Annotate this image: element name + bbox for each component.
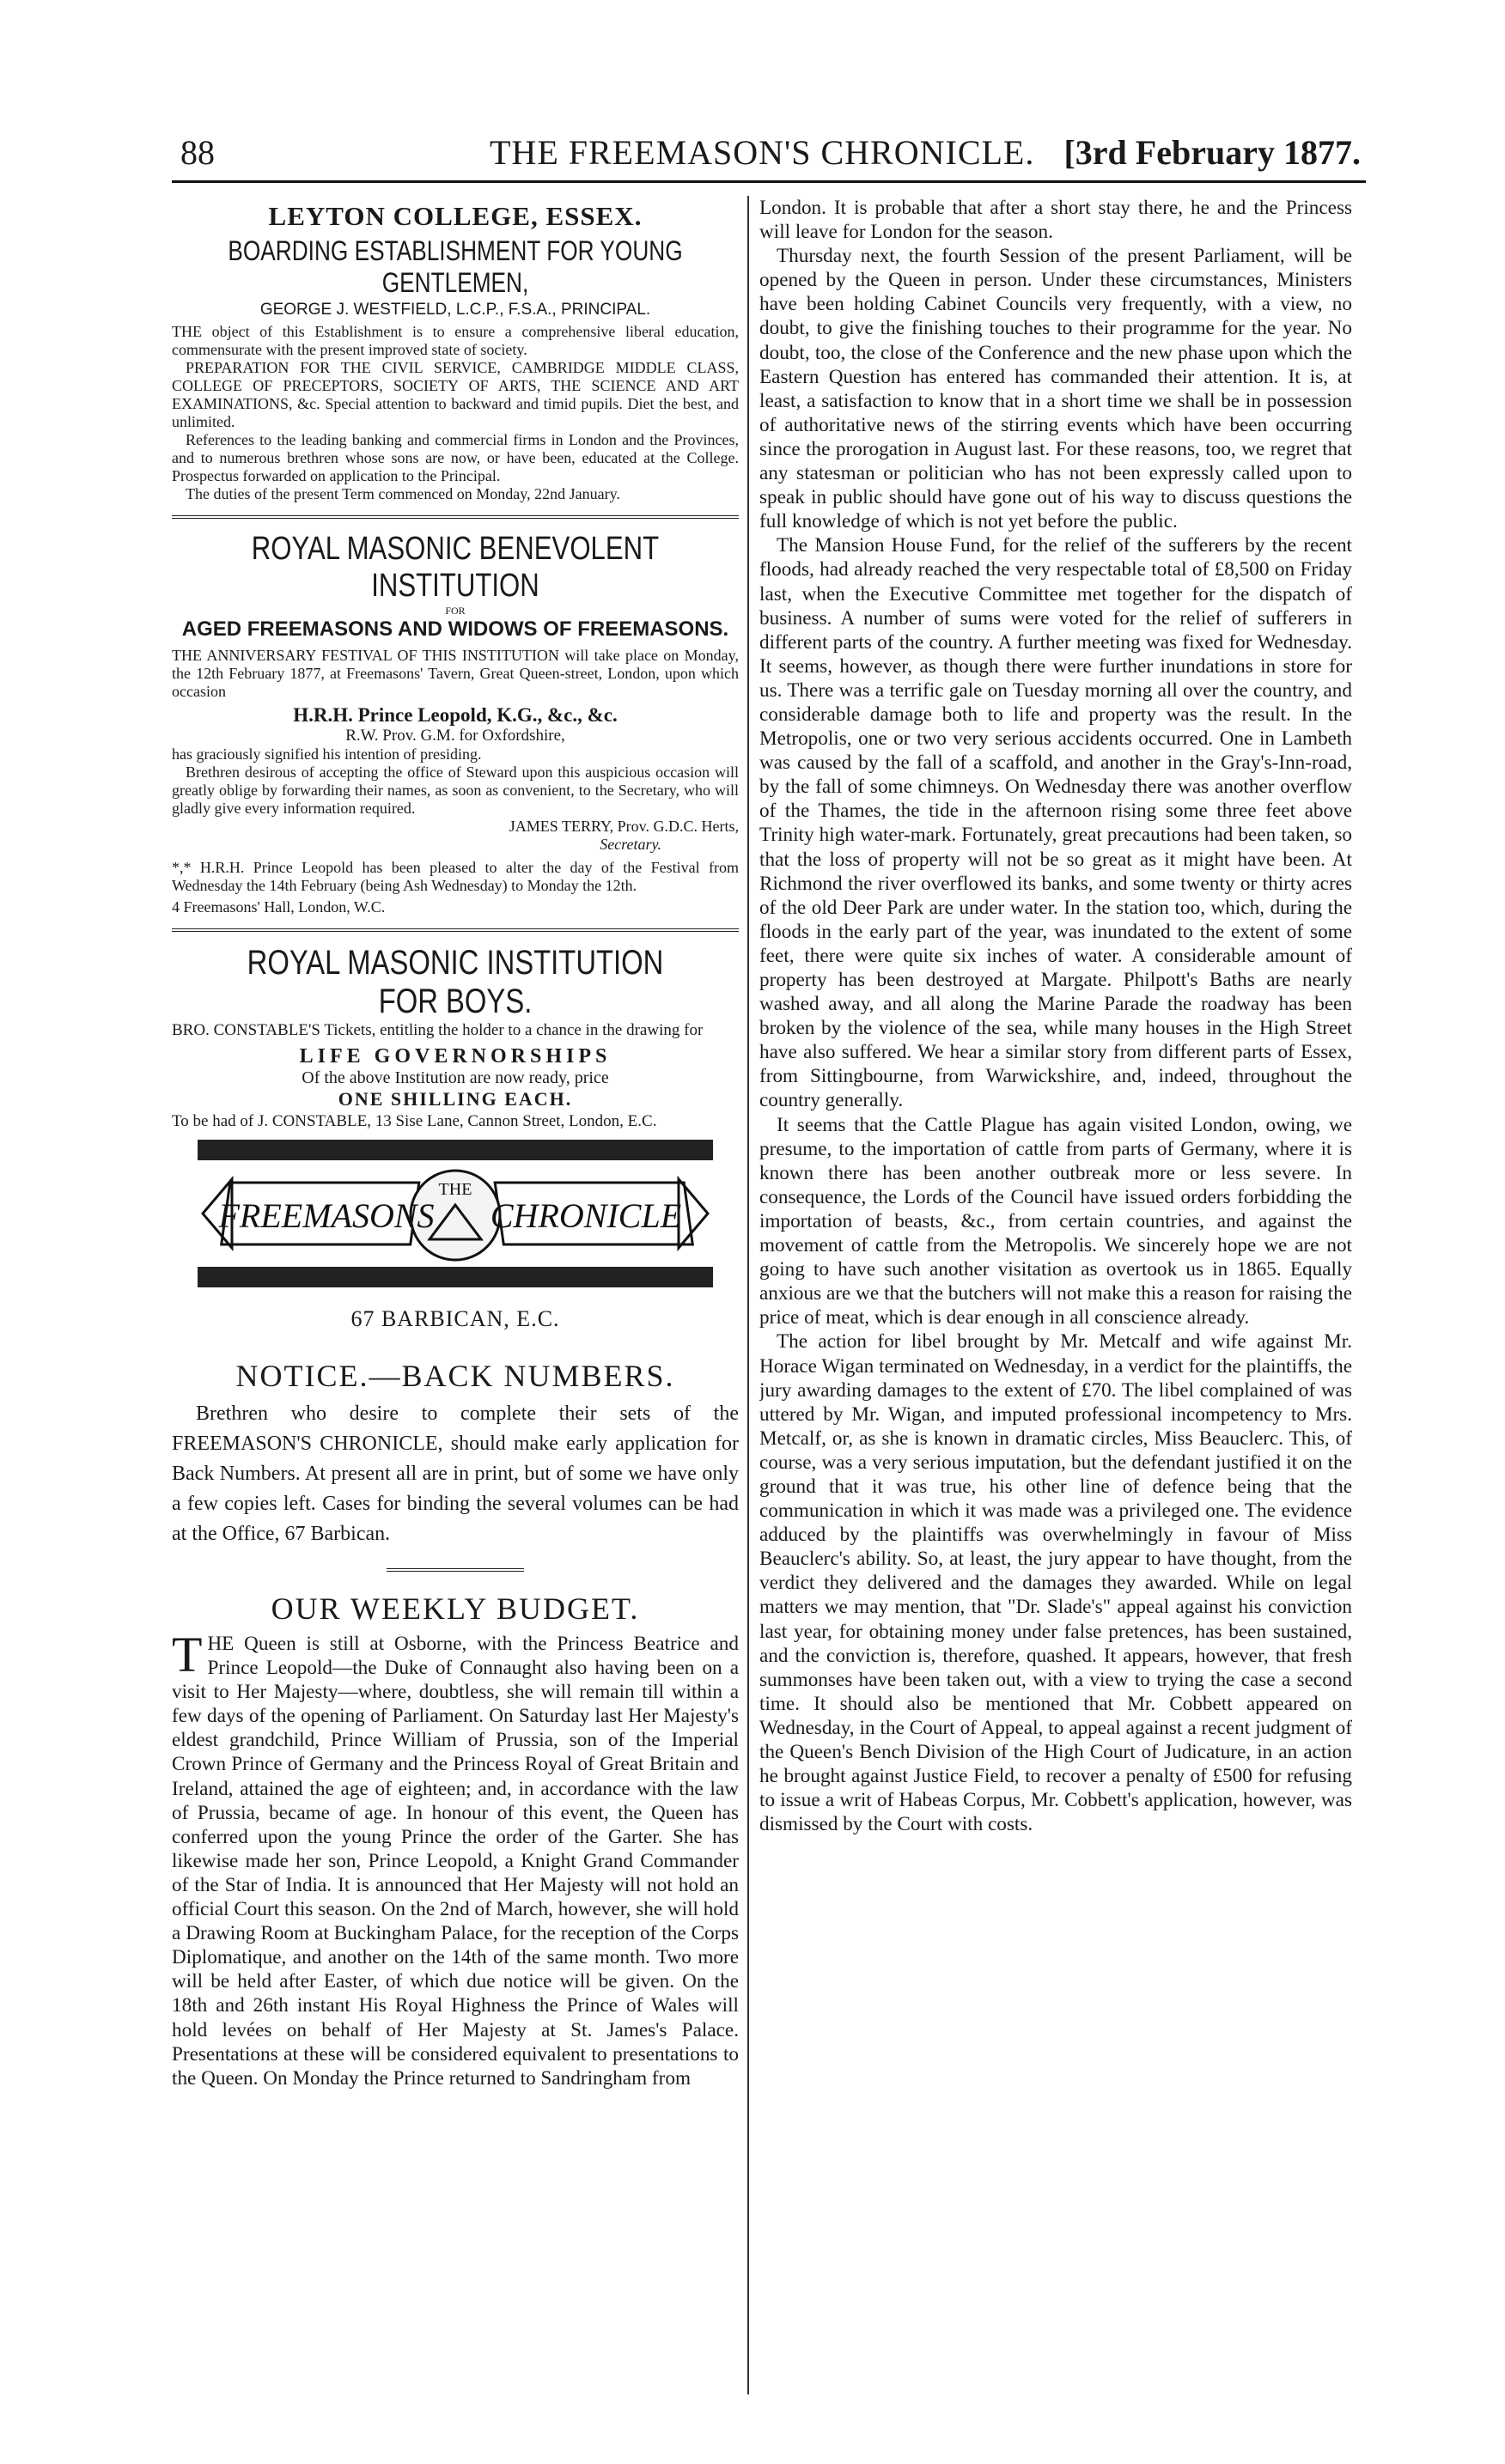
left-column — [172, 196, 739, 2429]
benevolent-prince: H.R.H. Prince Leopold, K.G., &c., &c. — [293, 704, 618, 726]
notice-title: NOTICE.—BACK NUMBERS. — [235, 1359, 675, 1393]
logo-text-top: THE — [438, 1180, 472, 1199]
budget-right-text — [759, 196, 1352, 1836]
section-rule — [387, 1568, 524, 1572]
budget-left-body: HE Queen is still at Osborne, with the Princess Beatrice and Prince Leopold—the Duke of Connaught also having been on a visit to Her Majesty—where, doubtless, she will remain till within a few days of the opening of Parliament. On Saturday last Her Majesty's eldest grandchild, Prince William of Prussia, son of the Imperial Crown Prince of Germany and the Princess Royal of Great Britain and Ireland, attained the age of eighteen; and, in accordance with the law of Prussia, became of age. In honour of this event, the Queen has conferred upon the young Prince the order of the Garter. She has likewise made her son, Prince Leopold, a Knight Grand Commander of the Star of India. It is announced that Her Majesty will not hold an official Court this season. On the 2nd of March, however, she will hold a Drawing Room at Buckingham Palace, for the reception of the Corps Diplomatique, and another on the 14th of the same month. Two more will be held after Easter, of which due notice will be given. On the 18th and 26th instant His Royal Highness the Prince of Wales will hold levées on behalf of Her Majesty at St. James's Palace. Presentations at these will be considered equivalent to presentations to the Queen. On Monday the Prince returned to Sandringham from — [172, 1633, 739, 2090]
boys-para-1: BRO. CONSTABLE'S Tickets, entitling the holder to a chance in the drawing for — [172, 1021, 704, 1039]
section-rule — [172, 515, 739, 519]
section-rule — [172, 928, 739, 932]
benevolent-note: *,* H.R.H. Prince Leopold has been pleased to alter the day of the Festival from Wednesday the 14th February (being Ash Wednesday) to Monday the 12th. — [172, 859, 739, 894]
budget-right-para-4: It seems that the Cattle Plague has again visited London, owing, we presume, to the importation of cattle from parts of Germany, where it is known there has been another outbreak more or less severe. In consequence, the Lords of the Council have issued orders forbidding the importation of beasts, &c., from certain countries, and against the movement of cattle from the Metropolis. We sincerely hope we are not going to have such another visitation as overtook us in 1865. Equally anxious are we that the butchers will not make this a reason for raising the price of meat, which is dear enough in all conscience already. — [759, 1113, 1352, 1329]
benevolent-signature: JAMES TERRY, Prov. G.D.C. Herts, — [509, 818, 739, 835]
chronicle-logo — [198, 1140, 713, 1287]
boys-governorships: LIFE GOVERNORSHIPS — [299, 1045, 612, 1068]
leyton-text — [172, 323, 739, 503]
benevolent-for: FOR — [445, 605, 466, 617]
budget-right-para-5: The action for libel brought by Mr. Metcalf and wife against Mr. Horace Wigan terminated on Wednesday, in a verdict for the plaintiffs, the jury awarding damages to the extent of £70. The libel complained of was uttered by Mr. Wigan, and imputed professional incompetency to Mrs. Metcalf, or, as she is known in dramatic circles, Miss Beauclerc. This, of course, was a very serious imputation, but the defendant justified it on the ground that it was true, his other line of defence being that the communication in which it was made was a privileged one. The evidence adduced by the plaintiffs was overwhelmingly in favour of Miss Beauclerc's ability. So, at least, the jury appear to have thought, from the verdict they delivered and the damages they awarded. While on legal matters we may mention, that "Dr. Slade's" appeal against his conviction last year, for obtaining money under false pretences, has been sustained, and the conviction is, therefore, quashed. It appears, however, that fresh summonses have been taken out, with a view to trying the case a second time. It should also be mentioned that Mr. Cobbett appeared on Wednesday, in the Court of Appeal, to appeal against a recent judgment of the Queen's Bench Division of the High Court of Judicature, in an action he brought against Justice Field, to recover a penalty of £500 for refusing to issue a writ of Habeas Corpus, Mr. Cobbett's application, however, was dismissed by the Court with costs. — [759, 1330, 1352, 1836]
leyton-title: LEYTON COLLEGE, ESSEX. — [268, 201, 643, 231]
leyton-para-2: PREPARATION FOR THE CIVIL SERVICE, CAMBRIDGE MIDDLE CLASS, COLLEGE OF PRECEPTORS, SOCIETY OF ARTS, THE SCIENCE AND ART EXAMINATIONS, &c. Special attention to backward and timid pupils. Diet the best, and unlimited. — [172, 359, 739, 430]
benevolent-para-2: has graciously signified his intention of presiding. — [172, 745, 482, 763]
benevolent-secretary: Secretary. — [600, 836, 661, 853]
boys-title: ROYAL MASONIC INSTITUTION FOR BOYS. — [247, 944, 664, 1020]
logo-text-left: FREEMASONS — [218, 1196, 435, 1235]
leyton-college-ad — [172, 201, 739, 503]
leyton-subtitle: BOARDING ESTABLISHMENT FOR YOUNG GENTLEMEN, — [228, 235, 683, 298]
boys-address: To be had of J. CONSTABLE, 13 Sise Lane, Cannon Street, London, E.C. — [172, 1112, 657, 1130]
budget-right-para-1: London. It is probable that after a short stay there, he and the Princess will leave for London for the season. — [759, 197, 1352, 244]
page-number: 88 — [180, 133, 215, 172]
benevolent-subtitle: AGED FREEMASONS AND WIDOWS OF FREEMASONS. — [181, 618, 729, 641]
benevolent-prov: R.W. Prov. G.M. for Oxfordshire, — [345, 727, 565, 745]
budget-left-text — [172, 1627, 739, 2090]
right-column — [759, 196, 1352, 2429]
budget-right-para-2: Thursday next, the fourth Session of the present Parliament, will be opened by the Queen in person. Under these circumstances, Ministers have been holding Cabinet Councils very frequently, with a view, no doubt, to give the finishing touches to their programme for the year. No doubt, too, the close of the Conference and the new phase upon which the Eastern Question has entered has commanded their attention. It is, at least, a satisfaction to know that in a short time we shall be in possession of authoritative news of the stirring events which have been occurring since the prorogation in August last. For these reasons, too, we regret that any statesman or politician who has not been expressly called upon to speak in public should have gone out of his way to discuss questions the full knowledge of which is not yet before the public. — [759, 245, 1352, 533]
masthead — [172, 129, 1366, 183]
leyton-principal: GEORGE J. WESTFIELD, L.C.P., F.S.A., PRINCIPAL. — [259, 301, 651, 319]
budget-dropcap: T — [172, 1627, 203, 1682]
benevolent-para-3: Brethren desirous of accepting the office of Steward upon this auspicious occasion will greatly oblige by forwarding their names, as soon as convenient, to the Secretary, who will gladly give every information required. — [172, 764, 739, 817]
benevolent-para-1: THE ANNIVERSARY FESTIVAL OF THIS INSTITUTION will take place on Monday, the 12th February 1877, at Freemasons' Tavern, Great Queen-street, London, upon which occasion — [172, 647, 739, 700]
chronicle-logo-art — [198, 1145, 713, 1282]
boys-price: ONE SHILLING EACH. — [338, 1088, 573, 1110]
budget-right-para-3: The Mansion House Fund, for the relief of the sufferers by the recent floods, had already reached the very respectable total of £8,500 on Friday last, when the Executive Committee met together for the dispatch of business. A number of sums were voted for the relief of sufferers in different parts of the country. A further meeting was fixed for Wednesday. It seems, however, as though there were further inundations in store for us. There was a terrific gale on Tuesday morning all over the country, and considerable damage both to life and property was the result. In the Metropolis, one or two very serious accidents occurred. One in Lambeth was caused by the fall of a scaffold, and another in the Gray's-Inn-road, by the fall of some chimneys. On Wednesday there was another overflow of the Thames, the tide in the afternoon rising some three feet above Trinity high water-mark. Fortunately, great precautions had been taken, so that the loss of property will not be so great as it might have been. At Richmond the river overflowed its banks, and some twenty or thirty acres of the old Deer Park are under water. In the station too, which, during the floods in the early part of the year, was inundated to the extent of some feet, there were quite six inches of water. A considerable amount of property has been destroyed at Margate. Philpott's Baths are nearly washed away, and all along the Marine Parade the roadway has been broken by the violence of the sea, while many houses in the High Street have also suffered. We hear a similar story from different parts of Essex, from Sittingbourne, from Warwickshire, and, indeed, throughout the country generally. — [759, 534, 1352, 1112]
boys-ad — [172, 944, 739, 1131]
leyton-para-1: THE object of this Establishment is to ensure a comprehensive liberal education, commensurate with the present improved state of society. — [172, 323, 739, 358]
benevolent-title: ROYAL MASONIC BENEVOLENT INSTITUTION — [251, 531, 660, 604]
benevolent-ad — [172, 531, 739, 916]
column-divider — [747, 196, 749, 2394]
notice-body: Brethren who desire to complete their sets of the FREEMASON'S CHRONICLE, should make early application for Back Numbers. At present all are in print, but of some we have only a few copies left. Cases for binding the several volumes can be had at the Office, 67 Barbican. — [172, 1402, 739, 1545]
logo-text-right: CHRONICLE — [490, 1196, 682, 1235]
leyton-para-3: References to the leading banking and commercial firms in London and the Provinces, and to numerous brethren whose sons are now, or have been, educated at the College. Prospectus forwarded on application to the Principal. — [172, 431, 739, 484]
benevolent-address: 4 Freemasons' Hall, London, W.C. — [172, 898, 386, 916]
newspaper-title: THE FREEMASON'S CHRONICLE. — [490, 133, 1035, 172]
issue-date: [3rd February 1877. — [1063, 133, 1361, 172]
boys-para-2: Of the above Institution are now ready, price — [302, 1068, 609, 1087]
barbican-address: 67 BARBICAN, E.C. — [350, 1306, 560, 1331]
leyton-para-4: The duties of the present Term commenced on Monday, 22nd January. — [186, 485, 620, 502]
budget-title: OUR WEEKLY BUDGET. — [271, 1591, 640, 1626]
